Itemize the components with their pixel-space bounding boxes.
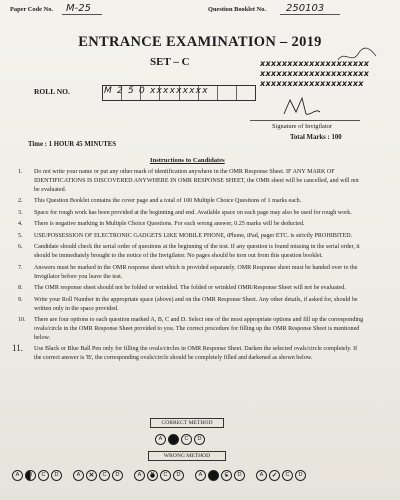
exam-title: ENTRANCE EXAMINATION – 2019: [78, 34, 322, 50]
wrong-example-2: A ✕ C D: [73, 466, 125, 484]
instruction-item: 1. Do not write your name or put any other mark of identification anywhere in the OMR Response Sheet. IF ANY MARK OF IDENTIFICATIONS IS DISCOVERED ANYWHERE IN OMR RESPONSE SHEET, the OMR sheet will be cancelled, and will not be evaluated.: [18, 169, 359, 193]
instruction-item: 6. Candidate should check the serial order of questions at the beginning of the test. If any question is found missing in the serial order, it should be immediately brought to the notice of the Invigilator. No pages should be torn out from this question booklet.: [18, 244, 360, 260]
invigilator-signature: [280, 94, 324, 120]
total-marks: Total Marks : 100: [290, 134, 342, 141]
instruction-item: 11. Use Black or Blue Ball Pen only for filling the ovals/circles in OMR Response Sheet. Darken the selected ovals/circle completely. If the correct answer is 'B', the corresponding ovals/circle should be completely filled and darkened as shown below.: [12, 343, 358, 362]
booklet-label: Question Booklet No.: [208, 6, 267, 13]
paper-code-underline: [62, 14, 102, 15]
scribble-mark: [336, 46, 378, 66]
booklet-value: 250103: [286, 3, 325, 14]
redacted-line-2: xxxxxxxxxxxxxxxxxxxx: [260, 69, 370, 78]
wrong-example-5: A ✓ C D: [256, 466, 308, 484]
option-circle-c: C: [181, 434, 192, 445]
instruction-item: 5. USE/POSSESSION OF ELECTRONIC GADGETS LIKE MOBILE PHONE, iPhone, iPad, pager ETC. is strictly PROHIBITED.: [18, 232, 353, 239]
booklet-underline: [280, 14, 340, 15]
roll-label: ROLL NO.: [34, 87, 70, 96]
instruction-item: 3. Space for rough work has been provided at the beginning and end. Available space on each page may also be used for rough work.: [18, 209, 352, 216]
instruction-item: 10. There are four options to each question marked A, B, C and D. Select one of the most appropriate options and fill up the corresponding ovals/circle in the OMR Response Sheet provided to you. The correct procedure for filling up the OMR Response Sheet is mentioned below.: [18, 317, 364, 341]
wrong-example-3: A B C D: [134, 466, 186, 484]
signature-line: [250, 120, 360, 121]
signature-label: Signature of Invigilator: [272, 123, 332, 130]
instructions-heading: Instructions to Candidates: [150, 157, 225, 164]
instruction-item: 7. Answers must be marked in the OMR response sheet which is provided separately. OMR Response sheet must be handed over to the Invigilator before you leave the test.: [18, 264, 358, 280]
instruction-item: 2. This Question Booklet contains the cover page and a total of 100 Multiple Choice Questions of 1 marks each.: [18, 198, 302, 205]
option-circle-b-filled: B: [168, 434, 179, 445]
paper-code-value: M-25: [66, 3, 91, 14]
time-duration: Time : 1 HOUR 45 MINUTES: [28, 141, 117, 148]
paper-code-label: Paper Code No.: [10, 6, 54, 13]
option-circle-d: D: [194, 434, 205, 445]
wrong-method-label: WRONG METHOD: [148, 451, 226, 461]
set-label: SET – C: [150, 56, 190, 68]
instruction-item: 9. Write your Roll Number in the appropriate space (above) and on the OMR Response Sheet. Any other details, if asked for, should be written only in the space provided.: [18, 296, 358, 312]
wrong-example-4: A B C D: [195, 466, 247, 484]
correct-method-label: CORRECT METHOD: [150, 418, 224, 428]
correct-method-example: [155, 430, 207, 448]
instructions-list: [12, 168, 364, 366]
option-circle-a: A: [155, 434, 166, 445]
instruction-item: 8. The OMR response sheet should not be folded or wrinkled. The folded or wrinkled OMR/Response Sheet will not be evaluated.: [18, 285, 346, 292]
wrong-example-1: A B C D: [12, 466, 64, 484]
redacted-line-1: xxxxxxxxxxxxxxxxxxxx: [260, 59, 370, 68]
instruction-item: 4. There is negative marking in Multiple Choice Questions. For each wrong answer, 0.25 marks will be deducted.: [18, 221, 305, 228]
roll-number-value: M 2 5 0 xxxxxxxxx: [104, 86, 209, 96]
redacted-line-3: xxxxxxxxxxxxxxxxxxx: [260, 79, 364, 88]
wrong-method-examples: [12, 466, 392, 484]
